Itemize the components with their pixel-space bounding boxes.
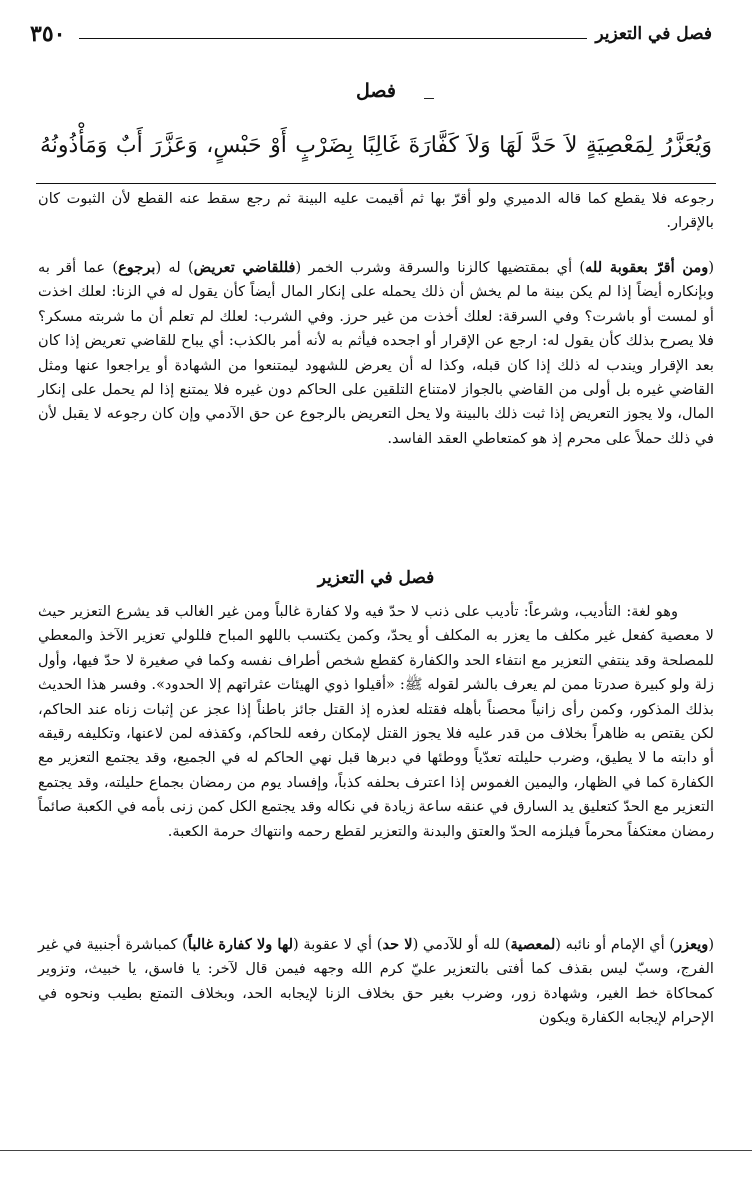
running-title: فصل في التعزير [595, 24, 712, 44]
quoted-matn: لمعصية [510, 936, 556, 953]
chapter-title: فصل في التعزير [317, 568, 435, 588]
paragraph-text [38, 256, 714, 451]
quoted-matn: فللقاضي تعريض [193, 259, 296, 276]
commentary-paragraph-2 [38, 256, 714, 451]
commentary-paragraph-3 [38, 600, 714, 844]
scan-bottom-edge [0, 1150, 752, 1151]
quoted-matn: برجوع [118, 259, 156, 276]
paragraph-text [38, 933, 714, 1031]
quoted-matn: لها ولا كفارة غالباً [187, 936, 294, 953]
matn-text: وَيُعَزَّرُ لِمَعْصِيَةٍ لاَ حَدَّ لَهَا وَلاَ كَفَّارَةَ غَالِبًا بِضَرْبٍ أَوْ حَبْسٍ، وَعَزَّرَ أَبٌ وَمَأْذُونُهُ [40, 133, 712, 158]
commentary-text: ) كمباشرة أجنبية في غير الفرج، وسبّ ليس بقذف كما أفتى بالتعزير عليّ كرم الله وجهه فيمن قال لآخر: يا فاسق، يا خبيث، وتزوير كمحاكاة خط الغير، وشهادة زور، وضرب بغير حق بخلاف الزنا لإيجابه الحد، وبخلاف التمتع بطيب ونحوه في الإحرام لإيجابه الكفارة ويكون [38, 936, 714, 1027]
commentary-text: ) له ( [155, 259, 194, 276]
commentary-paragraph-1 [38, 187, 714, 236]
commentary-text: ) أي لا عقوبة ( [293, 936, 383, 953]
paragraph-text: وهو لغة: التأديب، وشرعاً: تأديب على ذنب لا حدّ فيه ولا كفارة غالباً ومن غير الغالب قد يشرع التعزير حيث لا معصية كفعل غير مكلف ما يعزر به المكلف أو يحدّ، وكمن يكتسب باللهو المباح فللولي تعزير الآخذ والمعطي للمصلحة وقد ينتفي التعزير مع انتفاء الحد والكفارة كقطع شخص أطراف نفسه وكما في صغيرة لا حدّ فيها، وأول زلة ولو كبيرة صدرتا ممن لم يعرف بالشر لقوله ﷺ: «أقيلوا ذوي الهيئات عثراتهم إلا الحدود». وفسر هذا الحديث بذلك المذكور، وكمن رأى زانياً محصناً بأهله فقتله لعذره إذ القتل جائز باطناً إذا عجز عن إثبات زناه عند الحاكم، لكن يقتص به ظاهراً بخلاف من قدر عليه فلا يجوز القتل لإمكان رفعه للحاكم، وكقذفه لمن لاعنها، وتكليفه رقيقه أو دابته ما لا يطيق، وضرب حليلته تعدّياً ووطئها في دبرها قبل نهي الحاكم له في الجميع، وقد يجتمع التعزير مع الكفارة كما في الظهار، واليمين الغموس إذا اعترف بحلفه كذباً، وإفساد يوم من رمضان بجماع حليلته، وقد يجتمع التعزير مع الحدّ كتعليق يد السارق في عنقه ساعة زيادة في نكاله وقد يجتمع الكل كمن زنى بأمه في الكعبة صائماً رمضان معتكفاً محرماً فيلزمه الحدّ والعتق والبدنة والتعزير لقطع رحمه وانتهاك حرمة الكعبة. [38, 603, 714, 840]
section-heading: فصل [356, 80, 396, 102]
quoted-matn: ويعزر [675, 936, 709, 953]
heading-dash [424, 98, 434, 99]
commentary-text: ) أي بمقتضيها كالزنا والسرقة وشرب الخمر ( [295, 259, 586, 276]
matn-divider [36, 183, 716, 184]
quoted-matn: ومن أقرّ بعقوبة لله [585, 259, 709, 276]
header-rule [79, 38, 587, 39]
page-number: ٣٥٠ [30, 21, 66, 47]
commentary-text: ) عما أقر به وبإنكاره أيضاً إذا لم يكن بينة ما لم يخش أن ذلك يحمله على إنكار المال أيضاً كأن يقول له في الزنا: لعلك اخذت أو لمست أو باشرت؟ وفي السرقة: لعلك أخذت من غير حرز. وفي الشرب: لعلك لم تعلم أن ما شربته مسكر؟ فلا يصرح بذلك كأن يقول له: ارجع عن الإقرار أو اجحده فيأثم به لأنه أمر بالكذب: أي يباح للقاضي تعريض إذا كان بعد الإقرار ويندب له ذلك إذا كان قبله، وكذا له أن يعرض للشهود ليمتنعوا من الشهادة أو يراجعوا عنها ومثل القاضي غيره بل أولى من القاضي بالجواز لامتناع التلقين على الحاكم دون غيره فلا يمتنع إذا لم يحمل على إنكار المال، ولا يجوز التعريض إذا ثبت ذلك بالبينة ولا يحل التعريض بالرجوع عن حق الآدمي وإن كان رجوعه لا يقبل لأن في ذلك حملاً على محرم إذ هو كمتعاطي العقد الفاسد. [38, 259, 714, 447]
page-header [30, 14, 712, 54]
paragraph-text: رجوعه فلا يقطع كما قاله الدميري ولو أقرّ بها ثم أقيمت عليه البينة ثم رجع سقط عنه القطع لأن الثبوت كان بالإقرار. [38, 190, 714, 232]
commentary-text: ) لله أو للآدمي ( [412, 936, 511, 953]
paren: ( [708, 259, 715, 276]
paren: ( [708, 936, 715, 953]
commentary-paragraph-4 [38, 933, 714, 1031]
commentary-text: ) أي الإمام أو نائبه ( [555, 936, 676, 953]
quoted-matn: لا حد [382, 936, 413, 953]
